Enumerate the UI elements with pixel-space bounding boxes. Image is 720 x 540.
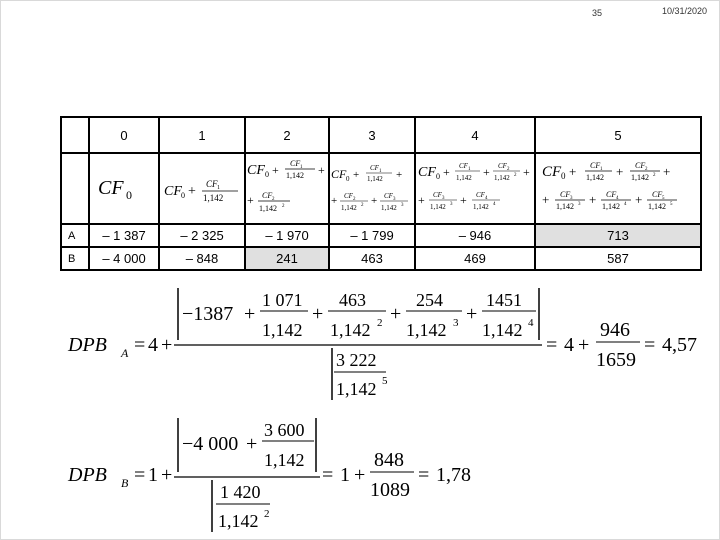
svg-text:CF: CF xyxy=(498,162,507,170)
svg-text:CF: CF xyxy=(206,179,218,189)
formula-cell-0 xyxy=(89,153,159,224)
svg-text:+: + xyxy=(244,303,256,325)
column-header: 0 xyxy=(89,117,159,153)
table-cell: 463 xyxy=(329,247,415,270)
svg-text:1,142: 1,142 xyxy=(430,203,446,211)
svg-text:2: 2 xyxy=(507,167,510,172)
svg-text:2: 2 xyxy=(653,173,656,178)
svg-text:+: + xyxy=(246,433,258,455)
svg-text:+: + xyxy=(188,184,196,199)
svg-text:2: 2 xyxy=(514,173,517,178)
formula-b-result: 1,78 xyxy=(436,464,471,486)
formula-a-first-term: −1387 xyxy=(182,303,234,325)
formula-a-result-num: 946 xyxy=(600,319,630,341)
formula-a-num-3: 254 xyxy=(416,290,443,310)
svg-text:1,142: 1,142 xyxy=(494,174,510,182)
blank-cell xyxy=(61,153,89,224)
table-header-row xyxy=(61,117,701,153)
svg-text:3: 3 xyxy=(453,317,459,329)
svg-text:4: 4 xyxy=(528,317,534,329)
svg-text:+: + xyxy=(318,163,325,177)
formula-b-lhs: DPB xyxy=(68,464,107,486)
svg-text:2: 2 xyxy=(353,197,356,202)
svg-text:CF: CF xyxy=(384,192,393,200)
formula-dpb-b xyxy=(64,414,484,534)
table-cell: – 1 799 xyxy=(329,224,415,247)
svg-text:+: + xyxy=(483,165,490,179)
svg-text:3: 3 xyxy=(570,196,573,201)
cash-flow-table xyxy=(60,116,702,271)
formula-b-first-term: −4 000 xyxy=(182,433,239,455)
svg-text:0: 0 xyxy=(561,171,566,181)
svg-text:1,142: 1,142 xyxy=(456,174,472,182)
svg-text:1: 1 xyxy=(340,464,350,486)
cumulative-formula-row xyxy=(61,153,701,224)
column-header: 3 xyxy=(329,117,415,153)
svg-text:1,142: 1,142 xyxy=(203,193,224,203)
svg-text:3: 3 xyxy=(450,202,453,207)
formula-a-num-2: 463 xyxy=(339,290,366,310)
svg-text:+: + xyxy=(589,192,597,207)
svg-text:1,142: 1,142 xyxy=(586,173,604,182)
page-number: 35 xyxy=(592,8,603,18)
formula-dpb-a xyxy=(64,284,714,404)
formula-a-den-base: 1,142 xyxy=(336,379,377,399)
svg-text:2: 2 xyxy=(282,204,285,209)
svg-text:CF: CF xyxy=(331,167,347,181)
svg-text:CF: CF xyxy=(459,162,468,170)
svg-text:0: 0 xyxy=(126,188,132,202)
formula-a-lhs-sub: A xyxy=(121,346,129,360)
svg-text:5: 5 xyxy=(382,375,388,387)
table-cell-highlighted: 713 xyxy=(535,224,701,247)
svg-text:1,142: 1,142 xyxy=(286,171,304,180)
formula-cell-4 xyxy=(415,153,535,224)
svg-text:4: 4 xyxy=(564,334,574,356)
svg-text:3: 3 xyxy=(401,203,404,208)
svg-text:3: 3 xyxy=(578,202,581,207)
column-header: 4 xyxy=(415,117,535,153)
formula-b-term-den: 1,142 xyxy=(264,450,305,470)
formula-a-lhs: DPB xyxy=(68,334,107,356)
svg-text:CF: CF xyxy=(98,177,124,199)
svg-text:+: + xyxy=(354,464,366,486)
svg-text:4: 4 xyxy=(624,202,627,207)
table-cell: 587 xyxy=(535,247,701,270)
svg-text:CF: CF xyxy=(635,161,646,170)
svg-text:=: = xyxy=(322,464,334,486)
svg-text:=: = xyxy=(134,464,146,486)
svg-text:+: + xyxy=(272,163,279,177)
svg-text:1: 1 xyxy=(217,185,220,191)
svg-text:5: 5 xyxy=(670,202,673,207)
svg-text:CF: CF xyxy=(262,191,273,200)
svg-text:CF: CF xyxy=(590,161,601,170)
formula-a-years: 4 xyxy=(148,334,158,356)
column-header: 5 xyxy=(535,117,701,153)
svg-text:1,142: 1,142 xyxy=(648,202,666,211)
svg-text:CF: CF xyxy=(247,163,265,178)
formula-b-result-num: 848 xyxy=(374,449,404,471)
formula-b-result-den: 1089 xyxy=(370,479,410,501)
svg-text:1,142: 1,142 xyxy=(381,204,397,212)
formula-a-den-num: 3 222 xyxy=(336,350,377,370)
svg-text:CF: CF xyxy=(344,192,353,200)
svg-text:+: + xyxy=(247,193,254,207)
svg-text:2: 2 xyxy=(377,317,383,329)
svg-text:+: + xyxy=(443,165,450,179)
svg-text:0: 0 xyxy=(181,191,185,200)
svg-text:=: = xyxy=(134,334,146,356)
svg-text:+: + xyxy=(353,169,360,181)
svg-text:1: 1 xyxy=(468,167,471,172)
svg-text:1,142: 1,142 xyxy=(367,175,383,183)
svg-text:+: + xyxy=(523,165,530,179)
svg-text:+: + xyxy=(460,193,467,207)
table-cell: – 1 970 xyxy=(245,224,329,247)
formula-a-den-3: 1,142 xyxy=(406,320,447,340)
svg-text:0: 0 xyxy=(346,175,350,183)
formula-b-den-base: 1,142 xyxy=(218,511,259,531)
svg-text:3: 3 xyxy=(442,196,445,201)
svg-text:+: + xyxy=(578,334,590,356)
svg-text:CF: CF xyxy=(476,191,485,199)
svg-text:0: 0 xyxy=(436,172,440,181)
table-row xyxy=(61,247,701,270)
formula-b-term-num: 3 600 xyxy=(264,420,305,440)
slide-date: 10/31/2020 xyxy=(662,6,708,16)
svg-text:+: + xyxy=(396,169,403,181)
formula-a-num-4: 1451 xyxy=(486,290,522,310)
svg-text:=: = xyxy=(644,334,656,356)
formula-a-den-4: 1,142 xyxy=(482,320,523,340)
svg-text:=: = xyxy=(546,334,558,356)
svg-text:=: = xyxy=(418,464,430,486)
svg-text:1,142: 1,142 xyxy=(556,202,574,211)
svg-text:2: 2 xyxy=(272,197,275,202)
formula-b-lhs-sub: B xyxy=(121,476,129,490)
svg-text:4: 4 xyxy=(616,196,619,201)
svg-text:+: + xyxy=(161,464,173,486)
svg-text:2: 2 xyxy=(264,508,270,520)
svg-text:+: + xyxy=(371,195,378,207)
svg-text:+: + xyxy=(418,193,425,207)
svg-text:1,142: 1,142 xyxy=(341,204,357,212)
table-cell-highlighted: 241 xyxy=(245,247,329,270)
formula-a-den-2: 1,142 xyxy=(330,320,371,340)
svg-text:4: 4 xyxy=(485,196,488,201)
table-cell: – 2 325 xyxy=(159,224,245,247)
row-label: B xyxy=(61,247,89,270)
svg-text:CF: CF xyxy=(290,159,301,168)
svg-text:CF: CF xyxy=(370,164,379,172)
svg-text:1: 1 xyxy=(300,165,303,170)
svg-text:+: + xyxy=(569,164,577,179)
svg-text:+: + xyxy=(161,334,173,356)
svg-text:1: 1 xyxy=(379,169,382,174)
svg-text:+: + xyxy=(466,303,478,325)
formula-a-result-den: 1659 xyxy=(596,349,636,371)
formula-cell-5 xyxy=(535,153,701,224)
column-header: 2 xyxy=(245,117,329,153)
table-row xyxy=(61,224,701,247)
formula-b-years: 1 xyxy=(148,464,158,486)
formula-a-den-1: 1,142 xyxy=(262,320,303,340)
table-cell: – 946 xyxy=(415,224,535,247)
svg-text:4: 4 xyxy=(493,202,496,207)
svg-text:1,142: 1,142 xyxy=(473,203,489,211)
table-cell: – 848 xyxy=(159,247,245,270)
svg-text:+: + xyxy=(390,303,402,325)
svg-text:+: + xyxy=(616,164,624,179)
svg-text:CF: CF xyxy=(560,190,571,199)
svg-text:+: + xyxy=(331,195,338,207)
svg-text:1,142: 1,142 xyxy=(259,204,277,213)
svg-text:CF: CF xyxy=(418,165,436,180)
formula-a-num-1: 1 071 xyxy=(262,290,303,310)
formula-a-result: 4,57 xyxy=(662,334,697,356)
column-header: 1 xyxy=(159,117,245,153)
corner-cell xyxy=(61,117,89,153)
svg-text:5: 5 xyxy=(662,196,665,201)
svg-text:2: 2 xyxy=(361,203,364,208)
formula-b-den-num: 1 420 xyxy=(220,482,261,502)
svg-text:3: 3 xyxy=(393,197,396,202)
svg-text:2: 2 xyxy=(645,167,648,172)
svg-text:1,142: 1,142 xyxy=(602,202,620,211)
svg-text:+: + xyxy=(312,303,324,325)
svg-text:1,142: 1,142 xyxy=(631,173,649,182)
svg-text:CF: CF xyxy=(606,190,617,199)
svg-text:CF: CF xyxy=(652,190,663,199)
table-cell: 469 xyxy=(415,247,535,270)
svg-text:CF: CF xyxy=(542,164,562,180)
svg-text:+: + xyxy=(663,164,671,179)
row-label: A xyxy=(61,224,89,247)
svg-text:+: + xyxy=(635,192,643,207)
svg-text:CF: CF xyxy=(164,184,182,199)
svg-text:1: 1 xyxy=(600,167,603,172)
formula-cell-2 xyxy=(245,153,329,224)
svg-text:CF: CF xyxy=(433,191,442,199)
svg-text:0: 0 xyxy=(265,170,269,179)
formula-cell-1 xyxy=(159,153,245,224)
formula-cell-3 xyxy=(329,153,415,224)
svg-text:+: + xyxy=(542,192,550,207)
table-cell: – 4 000 xyxy=(89,247,159,270)
table-cell: – 1 387 xyxy=(89,224,159,247)
